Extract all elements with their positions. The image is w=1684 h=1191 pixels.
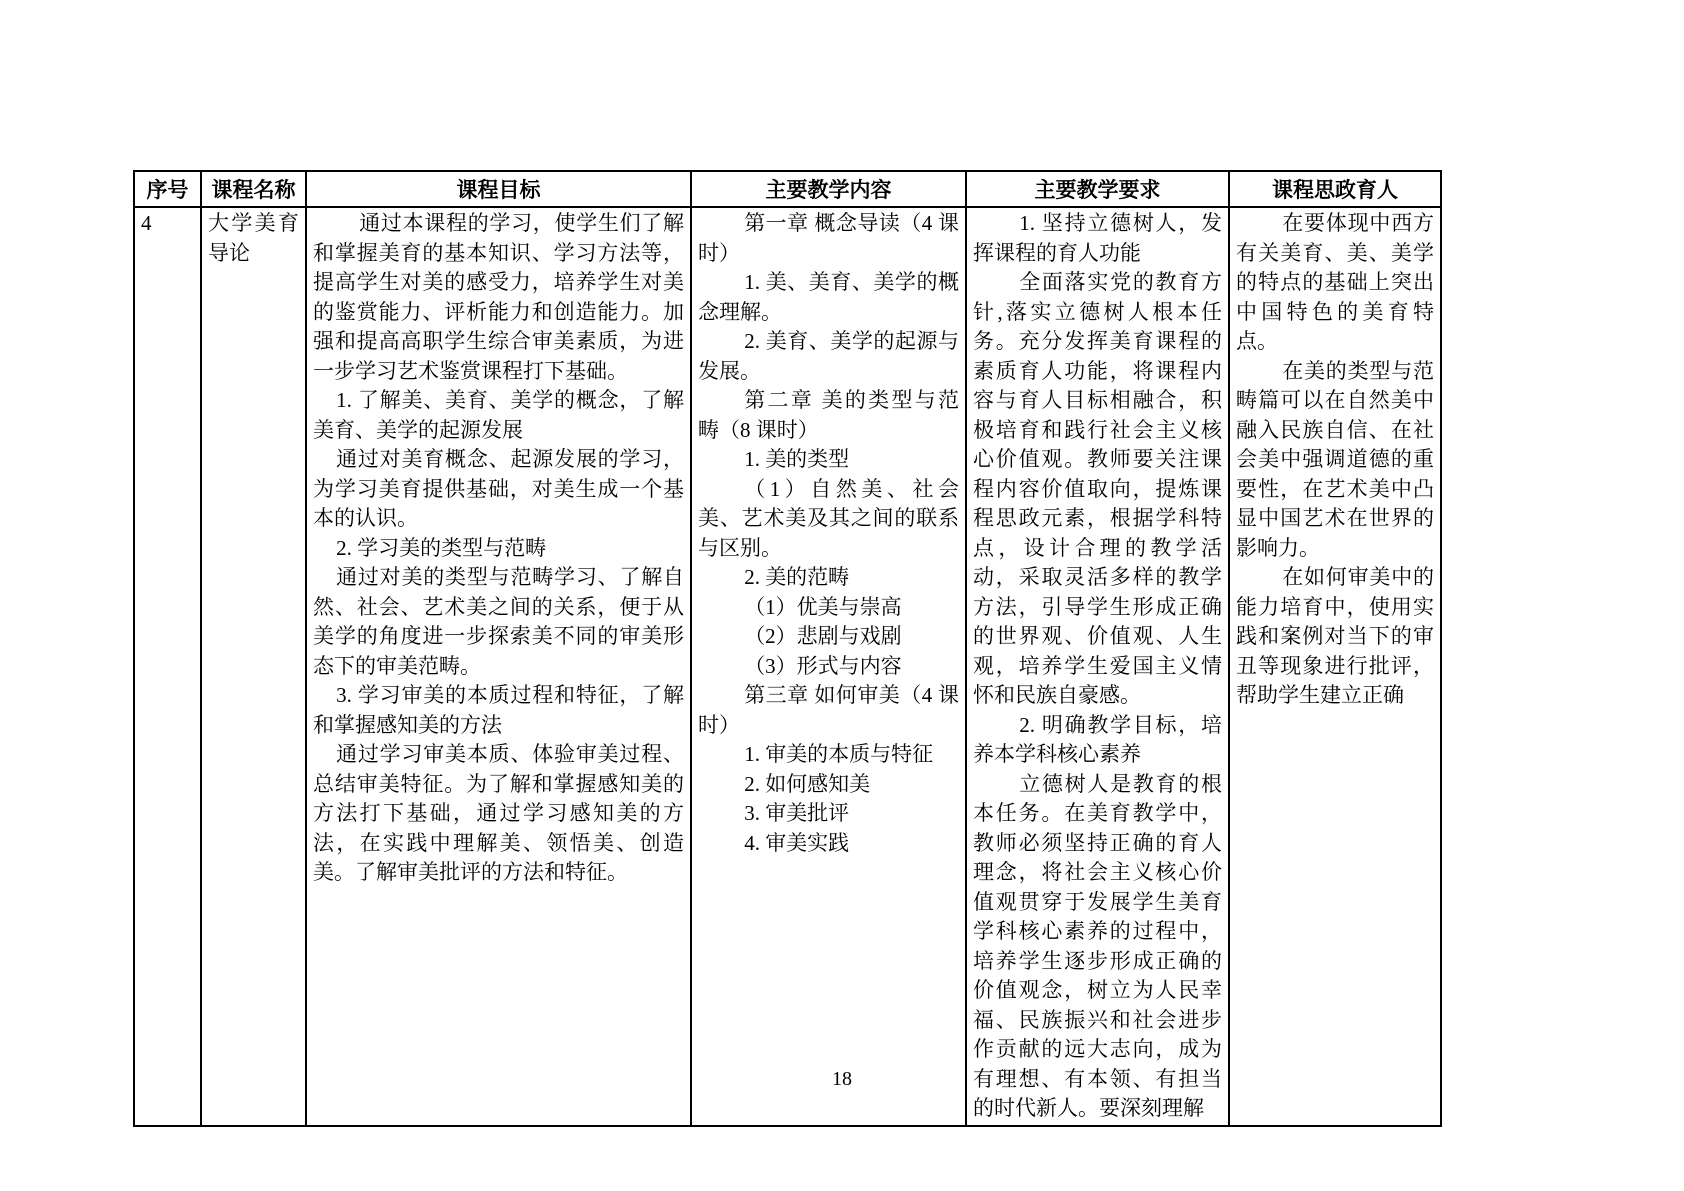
paragraph: 在要体现中西方有关美育、美、美学的特点的基础上突出中国特色的美育特点。	[1236, 211, 1434, 353]
paragraph: 2. 如何感知美	[744, 771, 871, 796]
paragraph: （1）自然美、社会美、艺术美及其之间的联系与区别。	[698, 476, 959, 560]
paragraph: 2. 美育、美学的起源与发展。	[698, 329, 959, 383]
header-teaching-requirements: 主要教学要求	[966, 171, 1229, 207]
paragraph: 2. 美的范畴	[744, 565, 850, 589]
paragraph: 通过对美的类型与范畴学习、了解自然、社会、艺术美之间的关系，便于从美学的角度进一步探索美不同的审美形态下的审美范畴。	[313, 565, 684, 678]
header-course-objectives: 课程目标	[306, 171, 691, 207]
cell-teaching-requirements	[966, 207, 1229, 1126]
paragraph: 3. 审美批评	[744, 801, 850, 825]
page-number: 18	[832, 1068, 852, 1090]
cell-course-name: 大学美育导论	[201, 207, 306, 1126]
header-ideology-education: 课程思政育人	[1229, 171, 1441, 207]
paragraph: 立德树人是教育的根本任务。在美育教学中，教师必须坚持正确的育人理念，将社会主义核心价值观贯穿于发展学生美育学科核心素养的过程中，培养学生逐步形成正确的价值观念，树立为人民幸福、民族振兴和社会进步作贡献的远大志向，成为有理想、有本领、有担当的时代新人。要深刻理解	[973, 771, 1222, 1120]
paragraph: 1. 了解美、美育、美学的概念，了解美育、美学的起源发展	[313, 388, 684, 442]
table-header-row	[134, 171, 1441, 207]
paragraph: 2. 学习美的类型与范畴	[336, 535, 547, 560]
paragraph: 4. 审美实践	[744, 830, 850, 855]
paragraph: 在美的类型与范畴篇可以在自然美中融入民族自信、在社会美中强调道德的重要性，在艺术美中凸显中国艺术在世界的影响力。	[1236, 358, 1434, 560]
cell-course-objectives	[306, 207, 691, 1126]
cell-ideology-education	[1229, 207, 1441, 1126]
header-teaching-content: 主要教学内容	[691, 171, 966, 207]
paragraph: （1）优美与崇高	[744, 594, 902, 619]
paragraph: 通过学习审美本质、体验审美过程、总结审美特征。为了解和掌握感知美的方法打下基础，通过学习感知美的方法，在实践中理解美、领悟美、创造美。了解审美批评的方法和特征。	[313, 742, 684, 884]
header-seq: 序号	[134, 171, 201, 207]
paragraph: 1. 审美的本质与特征	[744, 742, 934, 766]
paragraph: 1. 美、美育、美学的概念理解。	[698, 270, 959, 324]
paragraph: 第二章 美的类型与范畴（8 课时）	[698, 388, 959, 442]
cell-seq: 4	[134, 207, 201, 1126]
cell-teaching-content	[691, 207, 966, 1126]
course-syllabus-table	[133, 170, 1442, 1127]
paragraph: （2）悲剧与戏剧	[744, 624, 902, 648]
paragraph: 在如何审美中的能力培育中，使用实践和案例对当下的审丑等现象进行批评，帮助学生建立正确	[1236, 565, 1434, 707]
paragraph: 1. 美的类型	[744, 447, 850, 471]
header-course-name: 课程名称	[201, 171, 306, 207]
paragraph: 第三章 如何审美（4 课时）	[698, 683, 959, 737]
paragraph: 通过本课程的学习，使学生们了解和掌握美育的基本知识、学习方法等，提高学生对美的感受力，培养学生对美的鉴赏能力、评析能力和创造能力。加强和提高高职学生综合审美素质，为进一步学习艺术鉴赏课程打下基础。	[313, 211, 684, 383]
paragraph: 1. 坚持立德树人，发挥课程的育人功能	[973, 211, 1222, 265]
paragraph: 3. 学习审美的本质过程和特征，了解和掌握感知美的方法	[313, 683, 684, 737]
table-row	[134, 207, 1441, 1126]
paragraph: 全面落实党的教育方针,落实立德树人根本任务。充分发挥美育课程的素质育人功能，将课程内容与育人目标相融合，积极培育和践行社会主义核心价值观。教师要关注课程内容价值取向，提炼课程思政元素，根据学科特点，设计合理的教学活动，采取灵活多样的教学方法，引导学生形成正确的世界观、价值观、人生观，培养学生爱国主义情怀和民族自豪感。	[973, 270, 1222, 707]
paragraph: 2. 明确教学目标，培养本学科核心素养	[973, 712, 1222, 766]
paragraph: 第一章 概念导读（4 课时）	[698, 211, 959, 265]
paragraph: （3）形式与内容	[744, 653, 902, 678]
paragraph: 通过对美育概念、起源发展的学习，为学习美育提供基础，对美生成一个基本的认识。	[313, 447, 684, 530]
